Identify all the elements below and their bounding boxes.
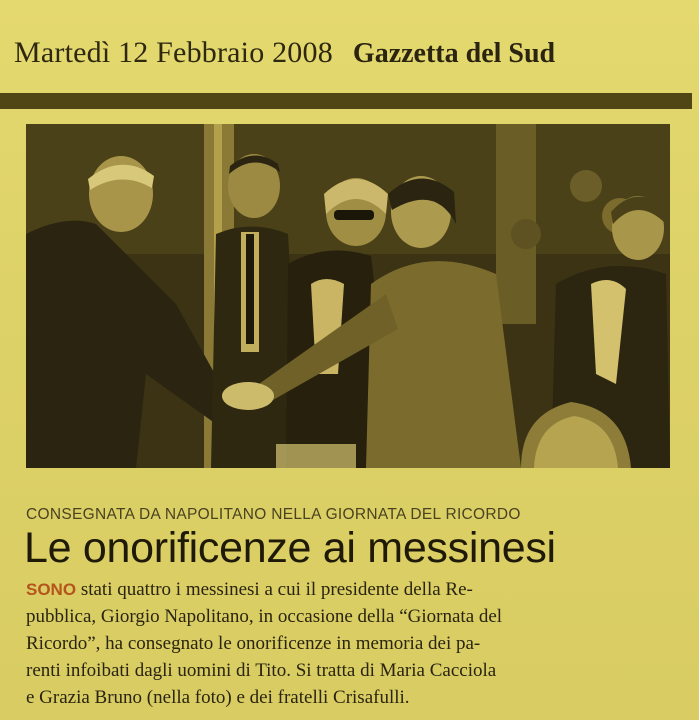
article-photo (26, 124, 670, 468)
body-line-2: pubblica, Giorgio Napolitano, in occasione della “Giornata del (26, 606, 503, 627)
article-headline: Le onorificenze ai messinesi (24, 524, 556, 572)
photo-handshake-ceremony-icon (26, 124, 670, 468)
article-kicker: CONSEGNATA DA NAPOLITANO NELLA GIORNATA DEL RICORDO (26, 506, 521, 523)
body-line (26, 576, 676, 603)
lead-word: SONO (26, 580, 77, 599)
body-line-5: e Grazia Bruno (nella foto) e dei fratelli Crisafulli. (26, 687, 410, 708)
body-line-1: stati quattro i messinesi a cui il presidente della Re- (76, 579, 473, 600)
body-line-3: Ricordo”, ha consegnato le onorificenze in memoria dei pa- (26, 633, 481, 654)
article-body (26, 576, 676, 711)
issue-date: Martedì 12 Febbraio 2008 (14, 36, 333, 69)
masthead (14, 36, 694, 76)
newspaper-name: Gazzetta del Sud (352, 38, 556, 69)
body-line-4: renti infoibati dagli uomini di Tito. Si tratta di Maria Cacciola (26, 660, 497, 681)
header-rule (0, 93, 692, 109)
